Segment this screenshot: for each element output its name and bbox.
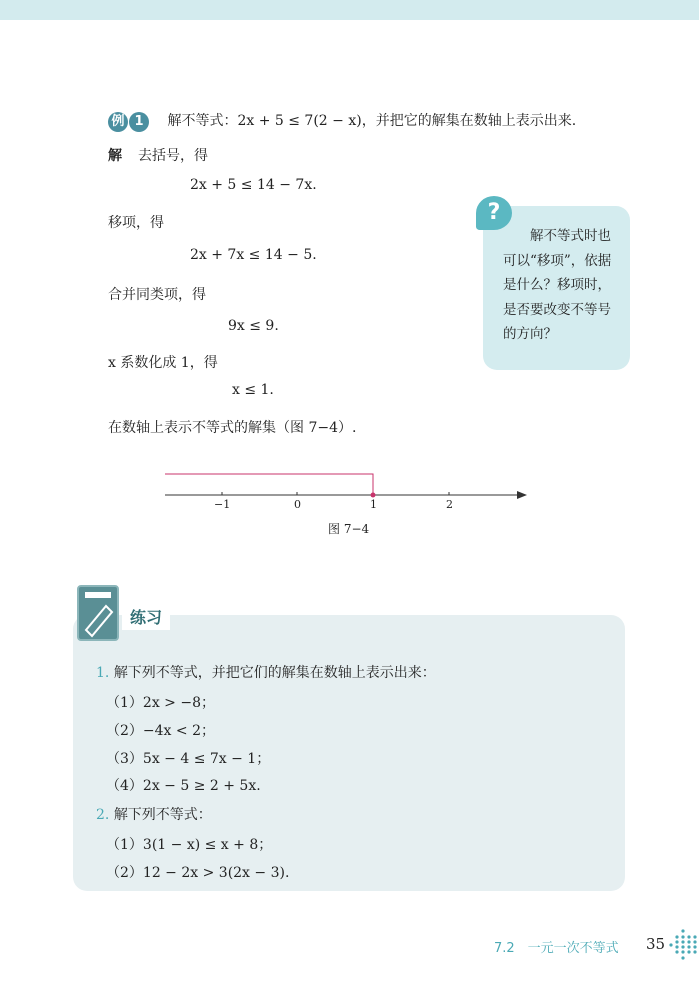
step: 合并同类项，得 [108,287,206,303]
example-badge: 例 [108,112,128,132]
step: x ≤ 1. [232,382,274,398]
exercise-subitem: （1）3(1 − x) ≤ x + 8； [106,837,273,853]
top-band [0,0,699,20]
figure-caption: 图 7−4 [328,522,370,536]
solid-point [371,493,376,498]
step: 2x + 5 ≤ 14 − 7x. [190,177,317,193]
exercise-title: 练习 [122,603,170,630]
step: 解 去括号，得 [108,148,208,164]
exercise-subitem: （2）12 − 2x > 3(2x − 3). [106,865,290,881]
problem-text: 解不等式：2x + 5 ≤ 7(2 − x)，并把它的解集在数轴上表示出来. [167,113,577,129]
notebook-pencil-icon [76,584,122,642]
tick-label: 0 [294,498,301,511]
exercise-item: 2. 解下列不等式： [96,807,212,823]
section-title: 7.2 一元一次不等式 [494,941,619,956]
example-heading [108,110,576,132]
tick-label: 1 [370,498,377,511]
tick-label: 2 [446,498,453,511]
exercise-subitem: （4）2x − 5 ≥ 2 + 5x. [106,778,261,794]
tick-label: −1 [214,498,231,511]
example-number: 1 [129,112,149,132]
exercise-subitem: （1）2x > −8； [106,695,215,711]
thinking-bubble: 解不等式时也可以“移项”，依据是什么？移项时，是否要改变不等号的方向？ [483,206,630,370]
question-mark-icon: ? [476,196,512,230]
page-number: 35 [646,935,666,953]
exercise-item: 1. 解下列不等式，并把它们的解集在数轴上表示出来： [96,665,436,681]
axis-arrow [517,491,527,499]
exercise-subitem: （2）−4x < 2； [106,723,215,739]
exercise-subitem: （3）5x − 4 ≤ 7x − 1； [106,751,271,767]
step: 在数轴上表示不等式的解集（图 7−4）. [108,420,357,436]
step: 2x + 7x ≤ 14 − 5. [190,247,317,263]
step: 移项，得 [108,215,164,231]
step: 9x ≤ 9. [228,318,279,334]
step: x 系数化成 1，得 [108,355,218,371]
solution-ray [165,474,373,495]
dots-decoration-icon [667,928,699,962]
